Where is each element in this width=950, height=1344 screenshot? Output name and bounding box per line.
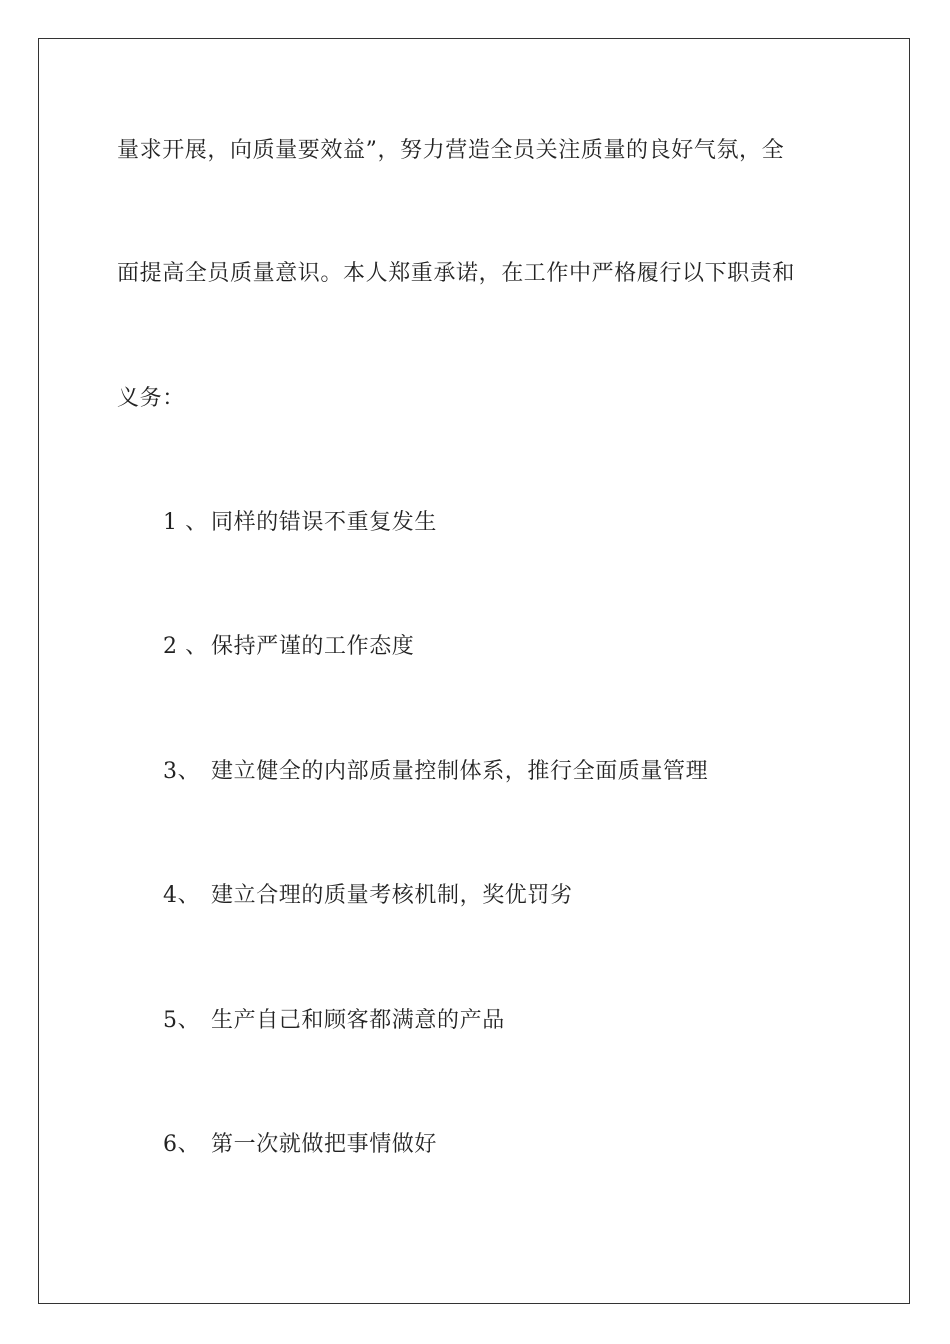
paragraph-line-2: 面提高全员质量意识。本人郑重承诺，在工作中严格履行以下职责和 — [117, 261, 796, 286]
list-item-number: 3、 — [163, 759, 201, 784]
list-item — [163, 757, 708, 787]
list-item-text: 保持严谨的工作态度 — [211, 634, 415, 659]
list-item-text: 同样的错误不重复发生 — [211, 510, 438, 535]
list-item-number: 4、 — [163, 883, 201, 908]
list-item — [163, 1006, 505, 1036]
list-item-text: 生产自己和顾客都满意的产品 — [211, 1008, 505, 1033]
list-item-text: 建立健全的内部质量控制体系，推行全面质量管理 — [211, 759, 709, 784]
list-item — [163, 881, 573, 911]
list-item-number: 1 、 — [163, 510, 208, 535]
list-item-number: 2 、 — [163, 634, 208, 659]
list-item — [163, 1130, 437, 1160]
paragraph-line-3: 义务： — [117, 386, 185, 411]
list-item-number: 5、 — [163, 1008, 201, 1033]
page-border — [38, 38, 910, 1304]
list-item-number: 6、 — [163, 1132, 201, 1157]
list-item-text: 第一次就做把事情做好 — [211, 1132, 438, 1157]
list-item — [163, 632, 414, 662]
list-item — [163, 508, 437, 538]
list-item-text: 建立合理的质量考核机制，奖优罚劣 — [211, 883, 573, 908]
paragraph-line-1: 量求开展，向质量要效益”，努力营造全员关注质量的良好气氛，全 — [117, 138, 785, 163]
